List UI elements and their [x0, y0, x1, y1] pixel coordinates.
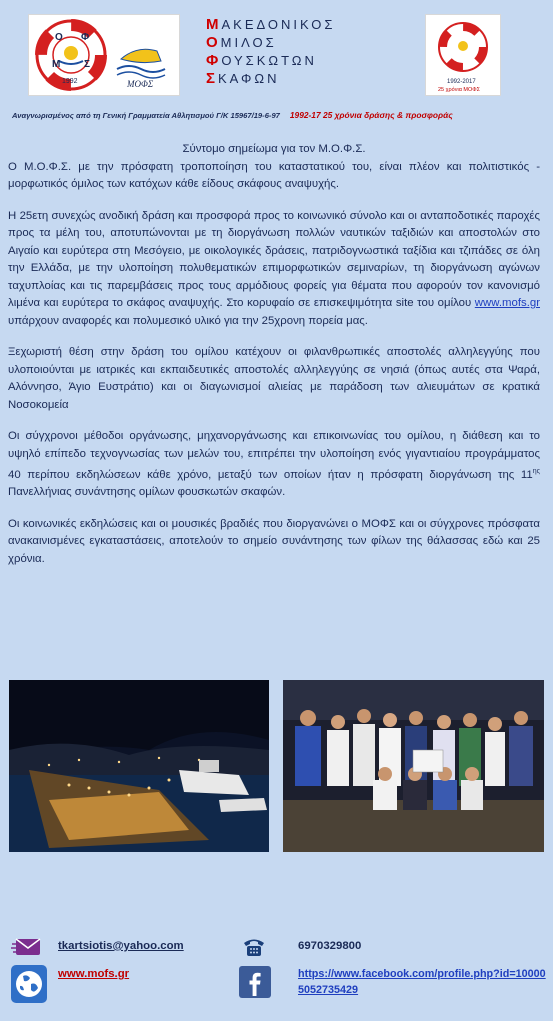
group-photo	[283, 680, 544, 852]
club-title	[206, 16, 335, 88]
title-line: ΜΑΚΕΔΟΝΙΚΟΣ	[206, 16, 336, 33]
email-icon	[10, 934, 46, 963]
svg-text:1992: 1992	[62, 78, 78, 85]
recognition-line	[12, 110, 552, 120]
phone-number: 6970329800	[298, 940, 362, 952]
lifebuoy-logo	[29, 15, 179, 95]
title-line: ΦΟΥΣΚΩΤΩΝ	[206, 52, 317, 69]
lifebuoy-anniversary-icon	[426, 15, 500, 95]
svg-text:Ο: Ο	[55, 32, 63, 43]
title-line: ΟΜΙΛΟΣ	[206, 34, 277, 51]
website-link[interactable]: www.mofs.gr	[58, 968, 130, 980]
svg-text:Μ: Μ	[52, 59, 61, 70]
paragraph-4: Οι σύγχρονοι μέθοδοι οργάνωσης, μηχανοργάνωσης και επικοινωνίας του ομίλου, η διάθεση και το υψηλό επίπεδο τεχνογνωσίας των μελών του, επιτρέπει την υλοποίηση ενός γιγαντιαίου προγράμματος 40 περίπου εκδηλώσεων κάθε χρόνο, μεταξύ των οποίων ήταν η πρόσφατη διοργάνωση της $11^{\eta\varsigma}$ Πανελλήνιας συνάντησης ομίλων φουσκωτών σκαφών.	[8, 430, 540, 499]
phone-icon	[242, 936, 266, 961]
svg-text:Φ: Φ	[81, 32, 90, 43]
facebook-link[interactable]: https://www.facebook.com/profile.php?id=100005052735429	[298, 968, 546, 996]
facebook-icon	[239, 966, 271, 1001]
contact-footer	[0, 930, 553, 1021]
svg-text:1992-2017: 1992-2017	[447, 79, 476, 85]
paragraph-5: Οι κοινωνικές εκδηλώσεις και οι μουσικές βραδιές που διοργανώνει ο ΜΟΦΣ και οι σύγχρονες πρόσφατα ανακαινισμένες εγκαταστάσεις, αποτελούν το σημείο συνάντησης των φίλων της θάλασσας εδώ και 25 χρόνια.	[8, 517, 540, 565]
club-logo	[28, 14, 180, 96]
paragraph-1: Ο Μ.Ο.Φ.Σ. με την πρόσφατη τροποποίηση του καταστατικού του, είναι πλέον και πολιτιστικός - μορφωτικός όμιλος των κατόχων κάθε είδους σκάφους αναψυχής.	[8, 160, 540, 190]
svg-text:25 χρόνια ΜΟΦΣ: 25 χρόνια ΜΟΦΣ	[438, 87, 481, 93]
recognition-text: Αναγνωρισμένος από τη Γενική Γραμματεία Αθλητισμού Γ/Κ 15967/19-6-97	[12, 111, 280, 120]
website-link-inline[interactable]: www.mofs.gr	[474, 297, 540, 309]
svg-text:ΜΟΦΣ: ΜΟΦΣ	[127, 79, 154, 89]
anniversary-text: 1992-17 25 χρόνια δράσης & προσφοράς	[289, 110, 453, 120]
article-body	[8, 141, 540, 582]
paragraph-3: Ξεχωριστή θέση στην δράση του ομίλου κατέχουν οι φιλανθρωπικές αποστολές αλληλεγγύης που υλοποιούνται με ιατρικές και εκπαιδευτικές αποστολές αλληλεγγύης σε νησιά (όπως αυτές στα Ψαρά, Αλόννησο, Άγιο Ευστράτιο) και οι διαγωνισμοί αλιείας με παράδοση των αλιευμάτων σε κρατικά Νοσοκομεία	[8, 346, 540, 411]
header	[0, 0, 553, 100]
article-subtitle: Σύντομο σημείωμα για τον Μ.Ο.Φ.Σ.	[182, 143, 366, 155]
svg-text:Σ: Σ	[84, 59, 91, 70]
email-link[interactable]: tkartsiotis@yahoo.com	[58, 940, 184, 952]
anniversary-logo	[425, 14, 501, 96]
globe-icon	[10, 964, 48, 1007]
title-line: ΣΚΑΦΩΝ	[206, 70, 280, 87]
paragraph-2: Η 25ετη συνεχώς ανοδική δράση και προσφορά προς το κοινωνικό σύνολο και οι ανταποδοτικές παροχές προς τα μέλη του, αποτυπώνονται με τη διοργάνωση πολλών ναυτικών ταξιδιών και αποστολών στο Αιγαίο και ευρύτερα στη Μεσόγειο, με οικολογικές δράσεις, πατριδογνωστικά ταξίδια και τζιπάδες σε όλη την Ελλάδα, με την υλοποίηση πολυθεματικών επιμορφωτικών σεμιναρίων, τη διοργάνωση αγώνων ταχυπλοίας και τις παρεμβάσεις προς τους αρμόδιους φορείς για θέματα που αφορούν τον κανονισμό λιμένα και ευρύτερα το σκάφος αναψυχής. Στο κορυφαίο σε επισκεψιμότητα site του ομίλου www.mofs.gr υπάρχουν αναφορές και πολυμεσικό υλικό για την 25χρονη πορεία μας.	[8, 209, 540, 327]
harbor-night-photo	[9, 680, 269, 852]
